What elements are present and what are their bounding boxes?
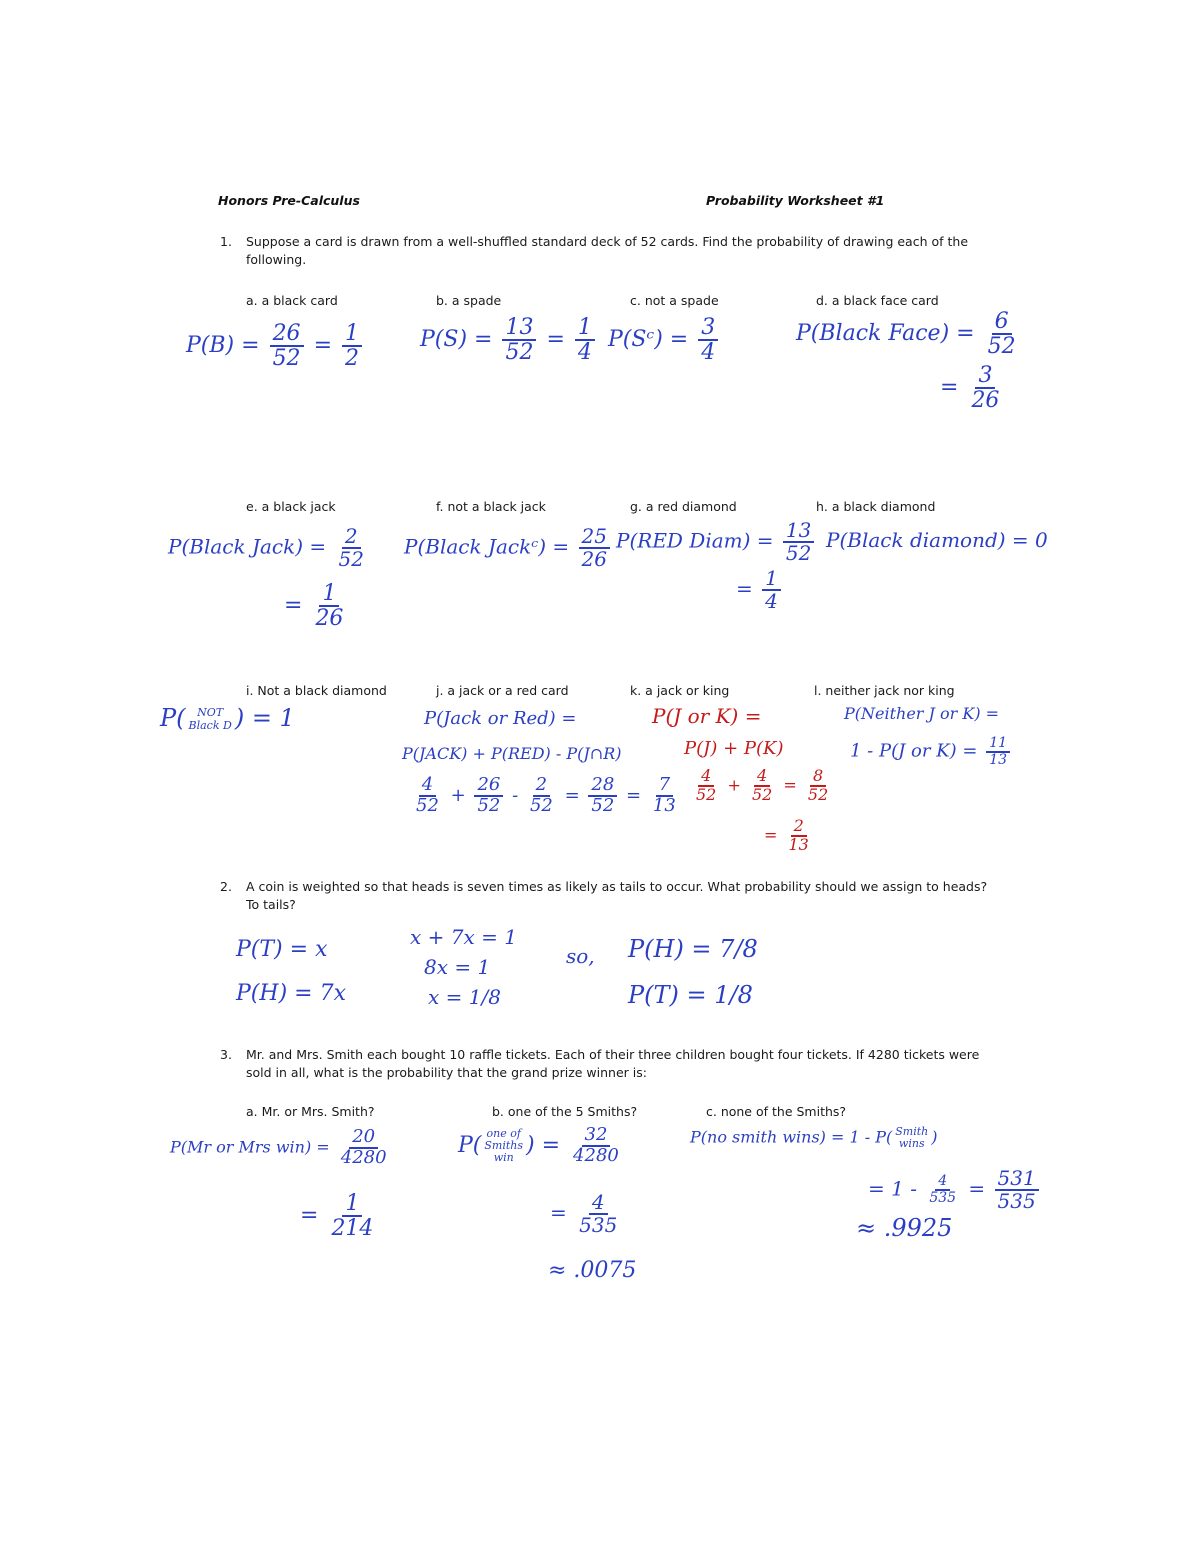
q3-answer-b-approx: ≈ .0075 [548, 1258, 637, 1283]
answer-h: P(Black diamond) = 0 [826, 528, 1048, 552]
answer-d: P(Black Face) = $\frac{6}{52}$ [796, 309, 1016, 360]
question-prompt: A coin is weighted so that heads is seven times as likely as tails to occur. What probability should we assign to heads? To tails? [246, 879, 988, 912]
answer-d-simplified: = $\frac{3}{26}$ [940, 363, 1000, 414]
answer-i: P( NOT Black D ) = 1 [160, 704, 295, 732]
part-label-d: d. a black face card [816, 293, 939, 308]
question-prompt: Mr. and Mrs. Smith each bought 10 raffle tickets. Each of their three children bought four tickets. If 4280 tickets were sold in all, what is the probability that the grand prize winner is: [246, 1047, 980, 1080]
question-number: 3. [220, 1047, 232, 1062]
answer-b: P(S) = $\frac{13}{52}$ = $\frac{1}{4}$ [420, 316, 598, 364]
part-label-e: e. a black jack [246, 499, 336, 514]
answer-l-line2: 1 - P(J or K) = $\frac{11}{13}$ [850, 736, 1013, 767]
q3-answer-a: P(Mr or Mrs win) = $\frac{20}{4280}$ [170, 1126, 387, 1168]
q3-part-label-b: b. one of the 5 Smiths? [492, 1104, 638, 1119]
q3-answer-c-line2: = 1 - $\frac{4}{535}$ = $\frac{531}{535}$ [868, 1168, 1042, 1212]
q2-work-col3: P(H) = 7/8 P(T) = 1/8 [628, 935, 758, 1009]
answer-e-simplified: = $\frac{1}{26}$ [284, 581, 344, 632]
answer-j-line2: P(JACK) + P(RED) - P(J∩R) [402, 744, 622, 763]
q2-so: so, [566, 944, 595, 968]
q3-answer-c: P(no smith wins) = 1 - P( Smith wins ) [690, 1125, 938, 1151]
answer-k-line3: $\frac{4}{52}$ + $\frac{4}{52}$ = $\frac{8}{52}$ [696, 766, 829, 804]
answer-k-line1: P(J or K) = [652, 704, 762, 728]
q2-work-col1: P(T) = x P(H) = 7x [236, 937, 346, 1006]
answer-j-line3: $\frac{4}{52}$ + $\frac{26}{52}$ - $\frac{2}{52}$ = $\frac{28}{52}$ = $\frac{7}{13}$ [416, 774, 676, 816]
part-label-g: g. a red diamond [630, 499, 737, 514]
q3-answer-b-simplified: = $\frac{4}{535}$ [550, 1190, 618, 1237]
worksheet-title: Probability Worksheet #1 [706, 193, 885, 208]
question-prompt: Suppose a card is drawn from a well-shuffled standard deck of 52 cards. Find the probability of drawing each of the following. [246, 234, 969, 267]
part-label-c: c. not a spade [630, 293, 719, 308]
part-label-i: i. Not a black diamond [246, 683, 387, 698]
part-label-h: h. a black diamond [816, 499, 936, 514]
q3-part-label-c: c. none of the Smiths? [706, 1104, 847, 1119]
answer-g-simplified: = $\frac{1}{4}$ [736, 568, 784, 612]
part-label-a: a. a black card [246, 293, 338, 308]
part-label-k: k. a jack or king [630, 683, 730, 698]
q3-part-label-a: a. Mr. or Mrs. Smith? [246, 1104, 375, 1119]
q3-answer-c-approx: ≈ .9925 [856, 1214, 953, 1242]
answer-j-line1: P(Jack or Red) = [424, 708, 577, 729]
course-title: Honors Pre-Calculus [218, 193, 360, 208]
q2-work-col2: x + 7x = 1 8x = 1 x = 1/8 [410, 925, 517, 1009]
question-1 [220, 233, 996, 269]
part-label-b: b. a spade [436, 293, 502, 308]
question-number: 1. [220, 234, 232, 249]
answer-g: P(RED Diam) = $\frac{13}{52}$ [616, 520, 817, 564]
q3-answer-b: P( one of Smiths win ) = $\frac{32}{4280}$ [458, 1124, 619, 1166]
question-3 [220, 1046, 996, 1082]
answer-k-line2: P(J) + P(K) [684, 738, 784, 759]
answer-l-line1: P(Neither J or K) = [844, 704, 1000, 723]
part-label-f: f. not a black jack [436, 499, 546, 514]
answer-k-simplified: = $\frac{2}{13}$ [764, 816, 809, 854]
answer-a: P(B) = $\frac{26}{52}$ = $\frac{1}{2}$ [186, 322, 365, 370]
question-2 [220, 878, 996, 914]
answer-f: P(Black Jackᶜ) = $\frac{25}{26}$ [404, 526, 613, 570]
question-number: 2. [220, 879, 232, 894]
answer-c: P(Sᶜ) = $\frac{3}{4}$ [608, 316, 721, 364]
answer-e: P(Black Jack) = $\frac{2}{52}$ [168, 524, 364, 571]
part-label-l: l. neither jack nor king [814, 683, 955, 698]
q3-answer-a-simplified: = $\frac{1}{214}$ [300, 1191, 374, 1242]
part-label-j: j. a jack or a red card [436, 683, 569, 698]
